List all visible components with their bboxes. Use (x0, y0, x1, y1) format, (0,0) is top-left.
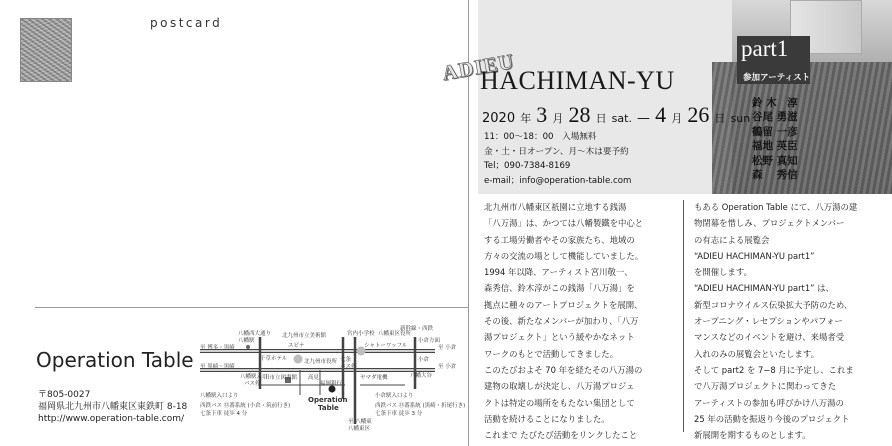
event-dates (482, 102, 750, 128)
part-label: part1 (741, 36, 789, 61)
map-label: 高見 (308, 375, 320, 381)
map-label: 八幡西大通り (238, 331, 272, 337)
map-label: 七条下車 徒歩 4 分 (200, 411, 248, 417)
map-label: 西鉄バス ⑬番系統 (黒崎・折尾行き) (375, 403, 466, 409)
date-month: 4 (655, 102, 667, 127)
org-name: Operation Table (36, 348, 194, 372)
text-line: 拠点に種々のアートプロジェクトを展開、 (484, 299, 643, 310)
text-line: そして part2 を 7−8 月に予定し、これま (694, 364, 854, 375)
event-info (484, 130, 631, 188)
artist-name: 森 秀信 (752, 169, 798, 182)
map-label: 旧市立図書館 (264, 375, 298, 381)
map-label: 八幡駅 (238, 338, 255, 344)
artist-name: 鈴 木 淳 (752, 97, 798, 109)
map-label: 北九州市役所 (304, 359, 338, 365)
body-text-column-1 (484, 199, 643, 443)
text-line: 建物の取壊しが決定し、八万湯プロジェ (484, 381, 635, 392)
stamp-photo (20, 18, 72, 82)
text-line: 方々の交流の場として機能していました。 (484, 250, 644, 261)
street-address: 福岡県北九州市八幡東区東鉄町 8-18 (38, 402, 188, 412)
map-label-operation: Operation (308, 396, 348, 404)
phone: Tel；090-7384-8169 (484, 161, 571, 171)
map-label: 八幡駅入口より (200, 393, 239, 399)
adieu-logo: ADIEU (440, 48, 517, 86)
map-label: 新幹線・西鉄 (400, 326, 434, 332)
map-label: 至 小倉 (438, 345, 457, 351)
text-line: 新展開を期するものとします。 (694, 430, 811, 441)
text-line: その後、新たなメンバーが加わり、「八万 (484, 316, 639, 327)
text-line: 「八万湯」は、かつては八幡製鐵を中心と (484, 218, 644, 229)
text-line: で八万湯プロジェクトに関わってきた (694, 381, 837, 392)
postal-code: 〒805-0027 (38, 390, 91, 400)
text-line: 北九州市八幡東区祇園に立地する銭湯 (484, 202, 627, 212)
map-label: 至 八幡東 (348, 419, 372, 425)
column-divider (683, 200, 684, 432)
open-days: 金・土・日オープン、月～木は要予約 (484, 146, 629, 157)
map-label: 八幡大谷 (410, 373, 433, 379)
email[interactable]: e-mail；info@operation-table.com (484, 175, 632, 186)
text-line: 湯プロジェクト」という緩やかなネット (484, 332, 635, 343)
date-weekday: sat. (611, 112, 632, 125)
text-line: ワークのもとで活動してきました。 (484, 348, 618, 359)
text-line: このたびおよそ 70 年を経たその八万湯の (484, 364, 643, 375)
text-line: アーティストの参加も呼びかけ八万湯の (694, 397, 844, 408)
date-day: 26 (687, 102, 710, 127)
text-line: 森秀信、鈴木淳がこの銭湯「八万湯」を (484, 283, 635, 294)
artist-list (752, 96, 798, 182)
map-label: 小倉 (418, 357, 430, 363)
postcard-label: postcard (150, 16, 223, 30)
map-label: 宮内小学校 (347, 331, 375, 337)
map-label: バス停 (244, 381, 261, 387)
text-line: クトは特定の場所をもたない集団として (484, 397, 635, 408)
date-unit: 月 (671, 112, 683, 125)
map-label: 至 小倉 (438, 364, 457, 370)
date-year: 2020 (482, 111, 516, 126)
map-label: 小倉方面 (418, 338, 441, 344)
map-label: 至 黒崎・黒崎 (200, 364, 235, 370)
horizontal-divider (35, 307, 468, 308)
map-label: 七条 (340, 357, 352, 363)
date-unit: 年 (520, 112, 532, 125)
event-title: HACHIMAN-YU (480, 66, 675, 95)
date-weekday: sun (730, 112, 751, 125)
access-map (200, 326, 466, 437)
text-line: 25 年の活動を振返り今後のプロジェクト (694, 413, 850, 424)
map-label: 福岡銀行 (320, 381, 343, 387)
text-line: 活動を続けることになりました。 (484, 413, 610, 424)
map-label: 至 博多・黒崎 (200, 345, 235, 351)
text-line: 物閉幕を惜しみ、プロジェクトメンバー (694, 218, 845, 229)
artists-heading: 参加アーティスト (743, 73, 811, 83)
map-label: 千草ホテル (260, 356, 288, 362)
text-line: 新型コロナウイルス伝染拡大予防のため、 (694, 299, 853, 310)
website-url[interactable]: http://www.operation-table.com/ (38, 414, 185, 424)
text-line: の有志による展覧会 (694, 234, 770, 245)
text-line: もある Operation Table にて、八万湯の建 (694, 202, 858, 212)
body-text-column-2 (694, 199, 857, 443)
date-dash: — (637, 111, 651, 126)
map-label: 八幡東区 (348, 426, 371, 432)
org-address-block (38, 389, 187, 425)
opening-hours: 11：00～18：00 入場無料 (484, 132, 597, 142)
map-label: シャトーワッフル (364, 343, 408, 349)
map-label: 北九州市立美術館 (282, 333, 327, 339)
date-unit: 月 (552, 112, 564, 125)
artist-name: 松野 真知 (752, 154, 798, 167)
artist-name: 鶴留 一彦 (752, 125, 798, 138)
map-label: ヤマダ電機 (360, 375, 388, 381)
map-label: 八幡東区役所 (378, 331, 412, 337)
map-label: スピナ (288, 343, 305, 349)
date-day: 28 (568, 102, 591, 127)
date-unit: 日 (714, 112, 726, 125)
text-line: “ADIEU HACHIMAN-YU part1” は、 (694, 283, 834, 294)
text-line: これまで たびたび活動をリンクしたこと (484, 430, 638, 441)
text-line: オープニング・レセプションやパフォー (694, 316, 843, 327)
text-line: 1994 年以降、アーティスト宮川敬一、 (484, 267, 633, 278)
text-line: “ADIEU HACHIMAN-YU part1” (694, 250, 815, 261)
map-label: 七条下車 徒歩 3 分 (375, 411, 423, 417)
map-label: バス停 (340, 364, 357, 370)
text-line: 入れのみの展覧会といたします。 (694, 348, 819, 359)
artist-name: 谷尾 勇滋 (752, 111, 798, 124)
date-unit: 日 (595, 112, 607, 125)
map-label: 八幡駅入口 (240, 374, 268, 380)
map-label: 小倉駅入口より (375, 393, 414, 399)
text-line: マンスなどのイベントを避け、来場者受 (694, 332, 845, 343)
artist-name: 福地 英臣 (752, 140, 798, 153)
text-line: する工場労働者やその家族たち、地域の (484, 234, 635, 245)
date-month: 3 (536, 102, 548, 127)
map-label: 西鉄バス ⑬番系統 (小倉・筑前行き) (200, 403, 291, 409)
text-line: を開催します。 (694, 267, 752, 278)
map-label-table: Table (318, 404, 339, 412)
